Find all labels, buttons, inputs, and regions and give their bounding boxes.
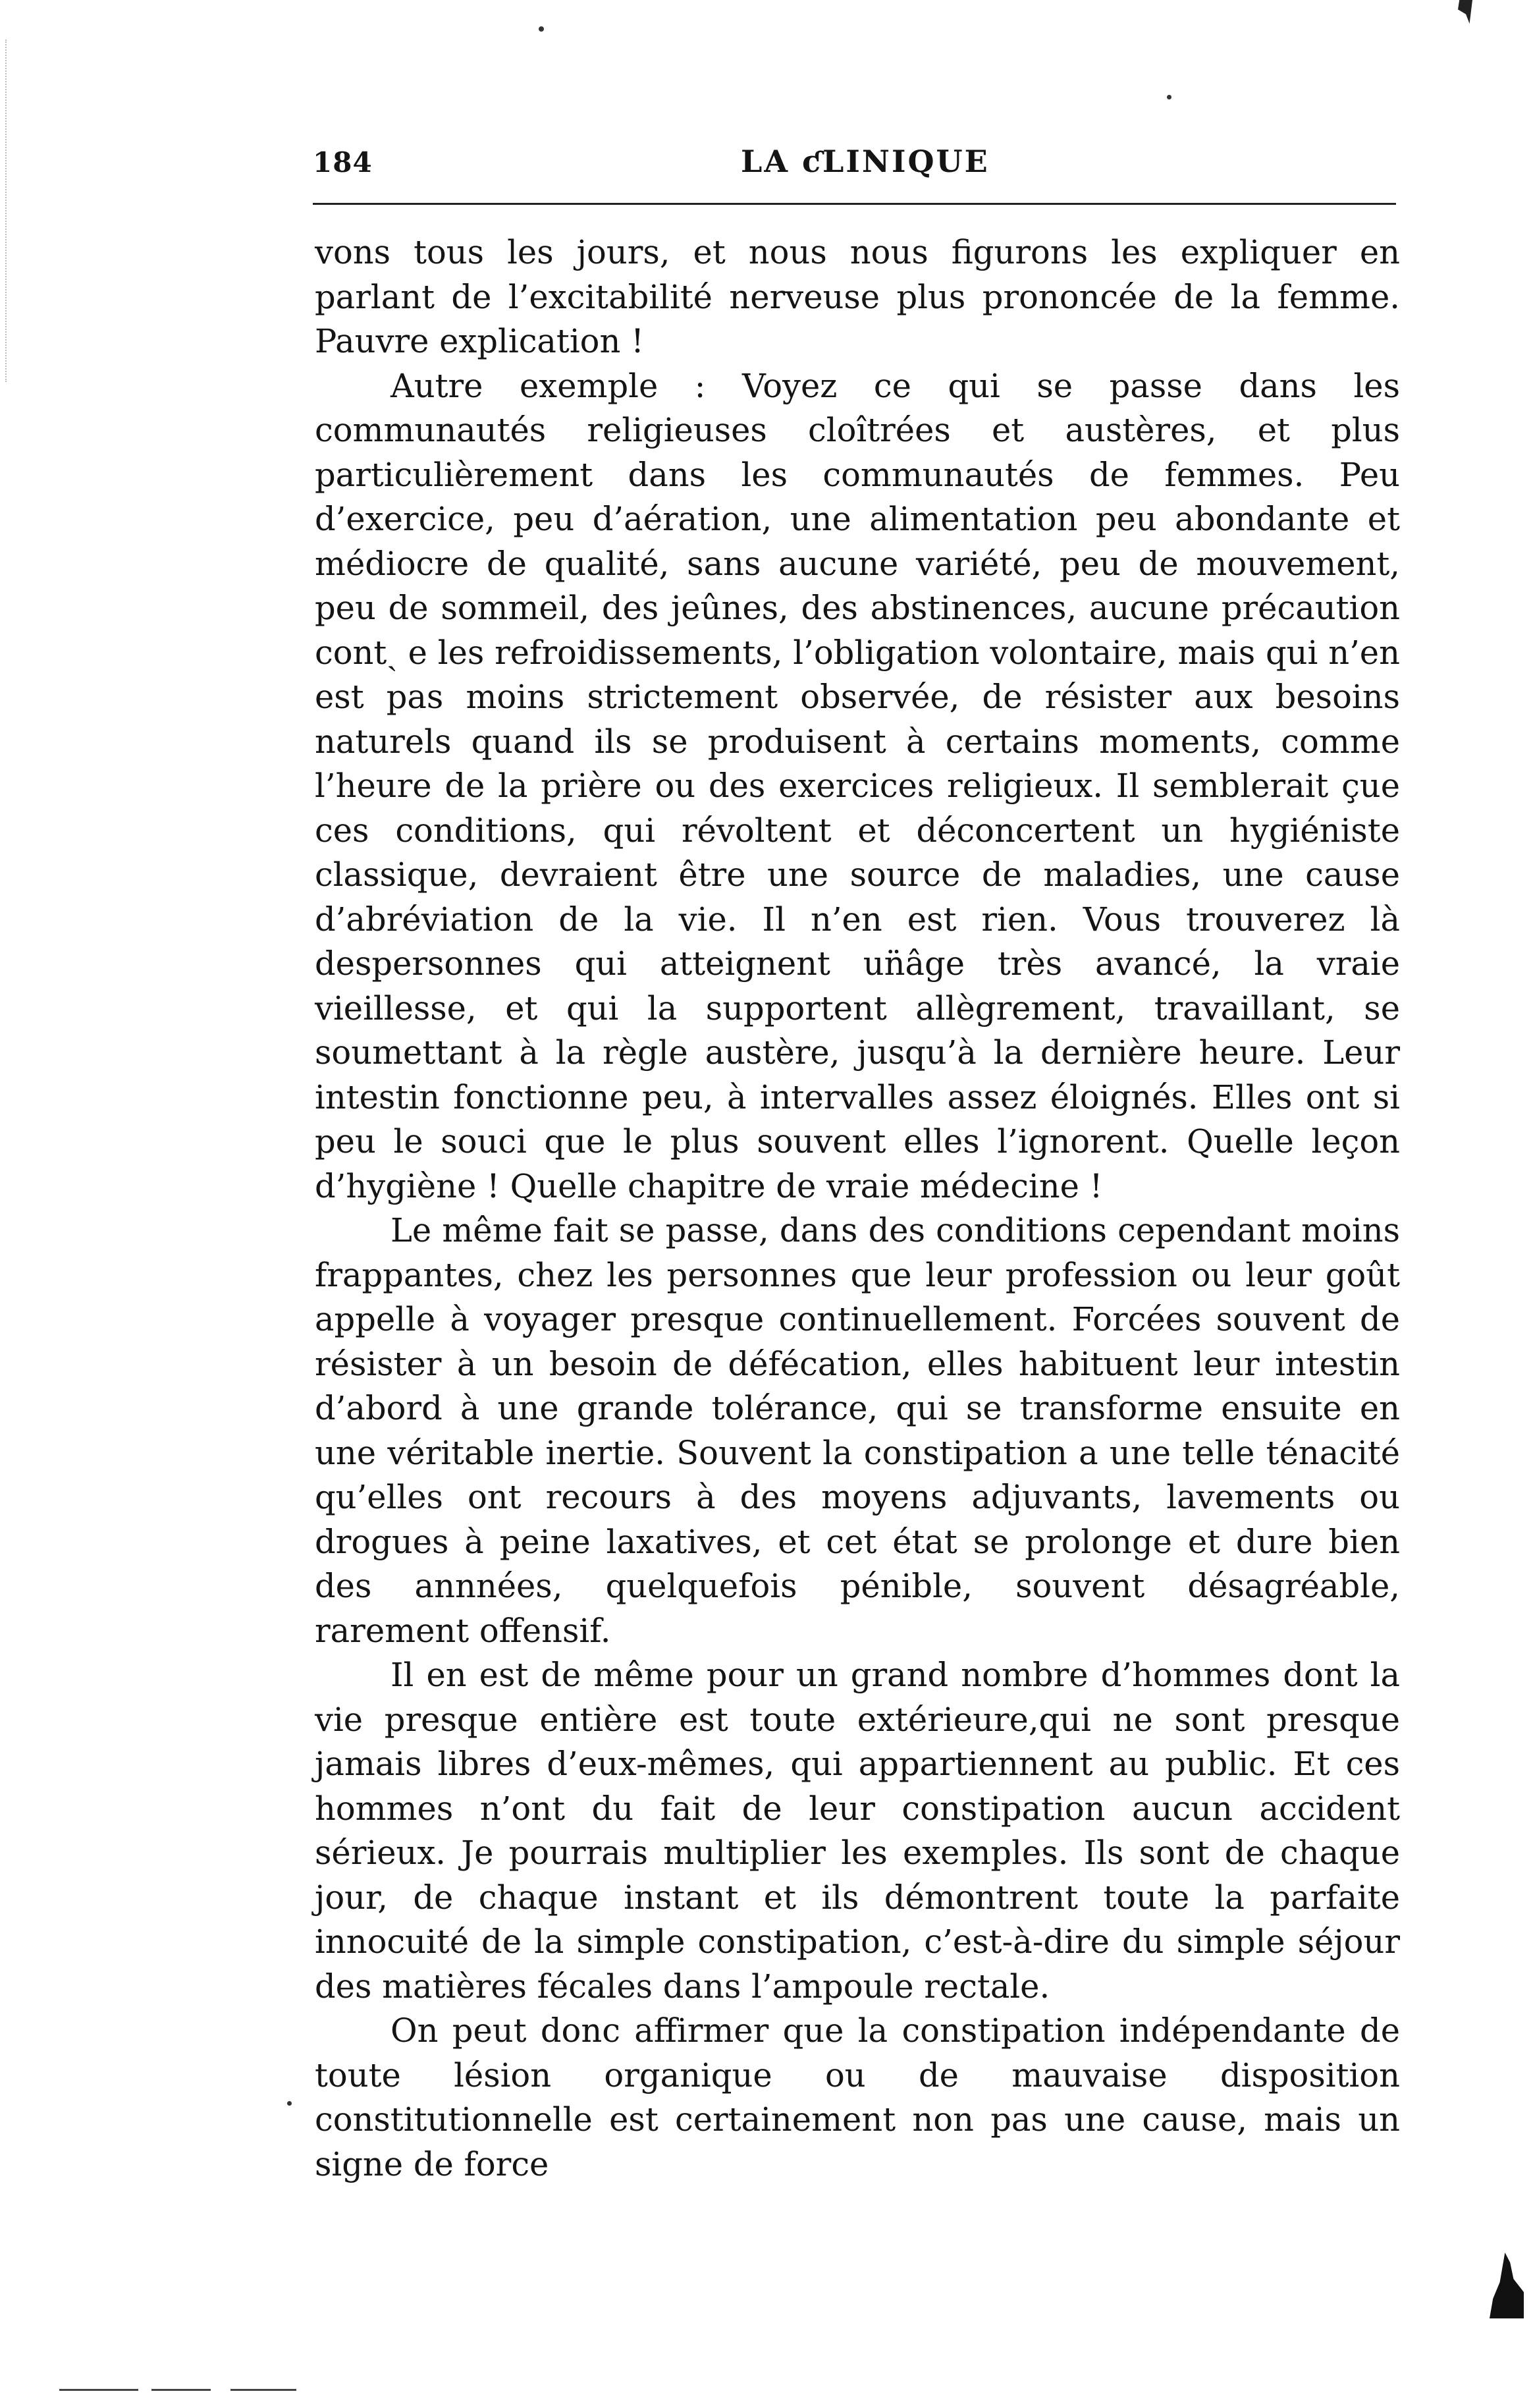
scan-speck — [287, 2101, 292, 2106]
left-margin-scan-marks — [5, 40, 11, 382]
header-rule — [313, 203, 1396, 205]
paragraph: Il en est de même pour un grand nombre d’hommes dont la vie presque entière est toute extérieure,qui ne sont presque jamais libres d’eux-mêmes, qui appartiennent au public. Et ces hommes n’ont du fait de leur constipation aucun accident sérieux. Je pourrais multiplier les exemples. Ils sont de chaque jour, de chaque instant et ils démontrent toute la parfaite innocuité de la simple constipation, c’est-à-dire du simple séjour des matières fécales dans l’ampoule rectale. — [315, 1656, 1400, 2006]
scan-speck — [1167, 95, 1171, 99]
scan-corner-mark — [1458, 0, 1472, 24]
bottom-scan-rule — [230, 2389, 296, 2391]
paragraph: Autre exemple : Voyez ce qui se passe dans les communautés religieuses cloîtrées et austères, et plus particulièrement dans les communautés de femmes. Peu d’exercice, peu d’aération, une alimentation peu abondante et médiocre de qualité, sans aucune variété, peu de mouvement, peu de sommeil, des jeûnes, des abstinences, aucune précaution contˎ e les refroidissements, l’obligation volontaire, mais qui n’en est pas moins strictement observée, de résister aux besoins naturels quand ils se produisent à certains moments, comme l’heure de la prière ou des exercices religieux. Il semblerait çue ces conditions, qui révoltent et déconcertent un hygiéniste classique, devraient être une source de maladies, une cause d’abréviation de la vie. Il n’en est rien. Vous trouverez là despersonnes qui atteignent un̈âge très avancé, la vraie vieillesse, et qui la supportent allègrement, travaillant, se soumettant à la règle austère, jusqu’à la dernière heure. Leur intestin fonctionne peu, à intervalles assez éloignés. Elles ont si peu le souci que le plus souvent elles l’ignorent. Quelle leçon d’hygiène ! Quelle chapitre de vraie médecine ! — [315, 366, 1400, 1205]
bottom-scan-rule — [151, 2389, 211, 2391]
paragraph: On peut donc affirmer que la constipation indépendante de toute lésion organique ou de mauvaise disposition constitutionnelle est certainement non pas une cause, mais un signe de force — [315, 2011, 1400, 2183]
body-text — [315, 231, 1400, 2187]
paragraph-continued: vons tous les jours, et nous nous figurons les expliquer en parlant de l’excitabilité nerveuse plus prononcée de la femme. Pauvre explication ! — [315, 233, 1400, 360]
scan-corner-mark-bottom — [1490, 2253, 1524, 2318]
page-number: 184 — [313, 146, 373, 178]
running-head — [313, 144, 1396, 190]
scan-speck — [539, 26, 544, 32]
running-title: LA ƈLINIQUE — [741, 144, 990, 179]
bottom-scan-rule — [59, 2389, 138, 2391]
paragraph: Le même fait se passe, dans des conditions cependant moins frappantes, chez les personnes que leur profession ou leur goût appelle à voyager presque continuellement. Forcées souvent de résister à un besoin de défécation, elles habituent leur intestin d’abord à une grande tolérance, qui se transforme ensuite en une véritable inertie. Souvent la constipation a une telle ténacité qu’elles ont recours à des moyens adjuvants, lavements ou drogues à peine laxatives, et cet état se prolonge et dure bien des annnées, quelquefois pénible, souvent désagréable, rarement offensif. — [315, 1211, 1400, 1650]
